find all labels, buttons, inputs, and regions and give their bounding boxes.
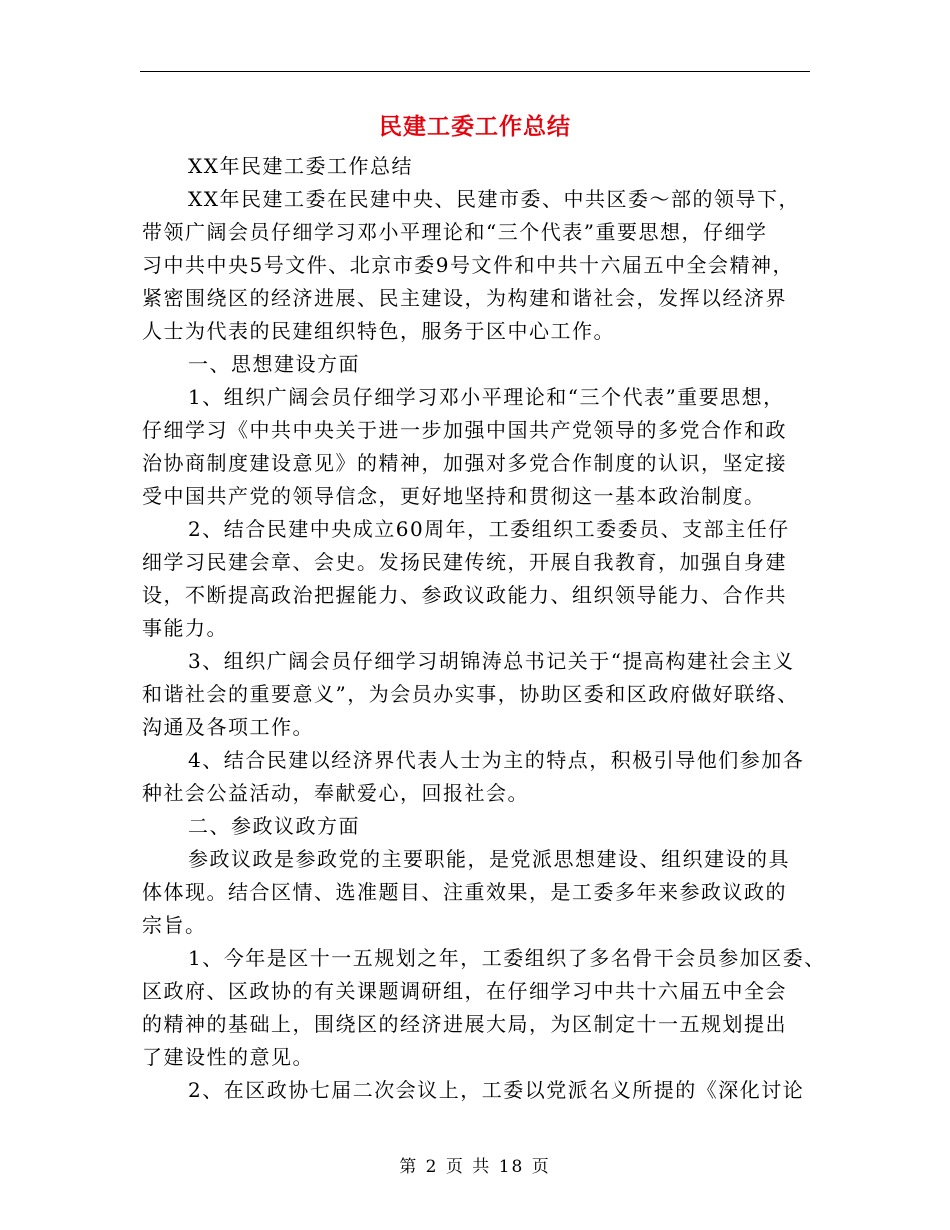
header-rule xyxy=(140,71,810,72)
paragraph-line: 治协商制度建设意见》的精神，加强对多党合作制度的认识，坚定接 xyxy=(142,451,787,475)
paragraph-line: 体体现。结合区情、选准题目、注重效果，是工委多年来参政议政的 xyxy=(142,880,787,904)
paragraph-line: 人士为代表的民建组织特色，服务于区中心工作。 xyxy=(142,319,615,343)
paragraph-line: 2、结合民建中央成立60周年，工委组织工委委员、支部主任仔 xyxy=(188,517,790,541)
paragraph-line: 种社会公益活动，奉献爱心，回报社会。 xyxy=(142,781,529,805)
paragraph-line: 区政府、区政协的有关课题调研组，在仔细学习中共十六届五中全会 xyxy=(142,979,787,1003)
paragraph-line: 参政议政是参政党的主要职能，是党派思想建设、组织建设的具 xyxy=(188,847,790,871)
paragraph-line: 事能力。 xyxy=(142,616,228,640)
paragraph-line: 习中共中央5号文件、北京市委9号文件和中共十六届五中全会精神， xyxy=(142,253,794,277)
paragraph-line: 2、在区政协七届二次会议上，工委以党派名义所提的《深化讨论 xyxy=(188,1078,805,1102)
paragraph-line: XX年民建工委在民建中央、民建市委、中共区委～部的领导下， xyxy=(188,187,800,211)
paragraph-line: 和谐社会的重要意义”，为会员办实事，协助区委和区政府做好联络、 xyxy=(142,682,799,706)
paragraph-line: 设，不断提高政治把握能力、参政议政能力、组织领导能力、合作共 xyxy=(142,583,787,607)
document-title: 民建工委工作总结 xyxy=(379,114,571,140)
document-body xyxy=(142,150,826,1107)
paragraph-line: 带领广阔会员仔细学习邓小平理论和“三个代表”重要思想，仔细学 xyxy=(142,220,768,244)
section-heading: 二、参政议政方面 xyxy=(188,814,360,838)
paragraph-line: 3、组织广阔会员仔细学习胡锦涛总书记关于“提高构建社会主义 xyxy=(188,649,795,673)
paragraph-line: 宗旨。 xyxy=(142,913,207,937)
section-heading: 一、思想建设方面 xyxy=(188,352,360,376)
paragraph-line: 了建设性的意见。 xyxy=(142,1045,314,1069)
paragraph-line: 紧密围绕区的经济进展、民主建设，为构建和谐社会，发挥以经济界 xyxy=(142,286,787,310)
paragraph-line: 仔细学习《中共中央关于进一步加强中国共产党领导的多党合作和政 xyxy=(142,418,787,442)
paragraph-line: 受中国共产党的领导信念，更好地坚持和贯彻这一基本政治制度。 xyxy=(142,484,766,508)
paragraph-line: 的精神的基础上，围绕区的经济进展大局，为区制定十一五规划提出 xyxy=(142,1012,787,1036)
paragraph-line: 1、今年是区十一五规划之年，工委组织了多名骨干会员参加区委、 xyxy=(188,946,826,970)
paragraph-line: 1、组织广阔会员仔细学习邓小平理论和“三个代表”重要思想， xyxy=(188,385,785,409)
paragraph-line: 细学习民建会章、会史。发扬民建传统，开展自我教育，加强自身建 xyxy=(142,550,787,574)
paragraph-line: XX年民建工委工作总结 xyxy=(188,154,413,178)
page-number: 第 2 页 共 18 页 xyxy=(399,1157,551,1177)
paragraph-line: 沟通及各项工作。 xyxy=(142,715,314,739)
paragraph-line: 4、结合民建以经济界代表人士为主的特点，积极引导他们参加各 xyxy=(188,748,805,772)
